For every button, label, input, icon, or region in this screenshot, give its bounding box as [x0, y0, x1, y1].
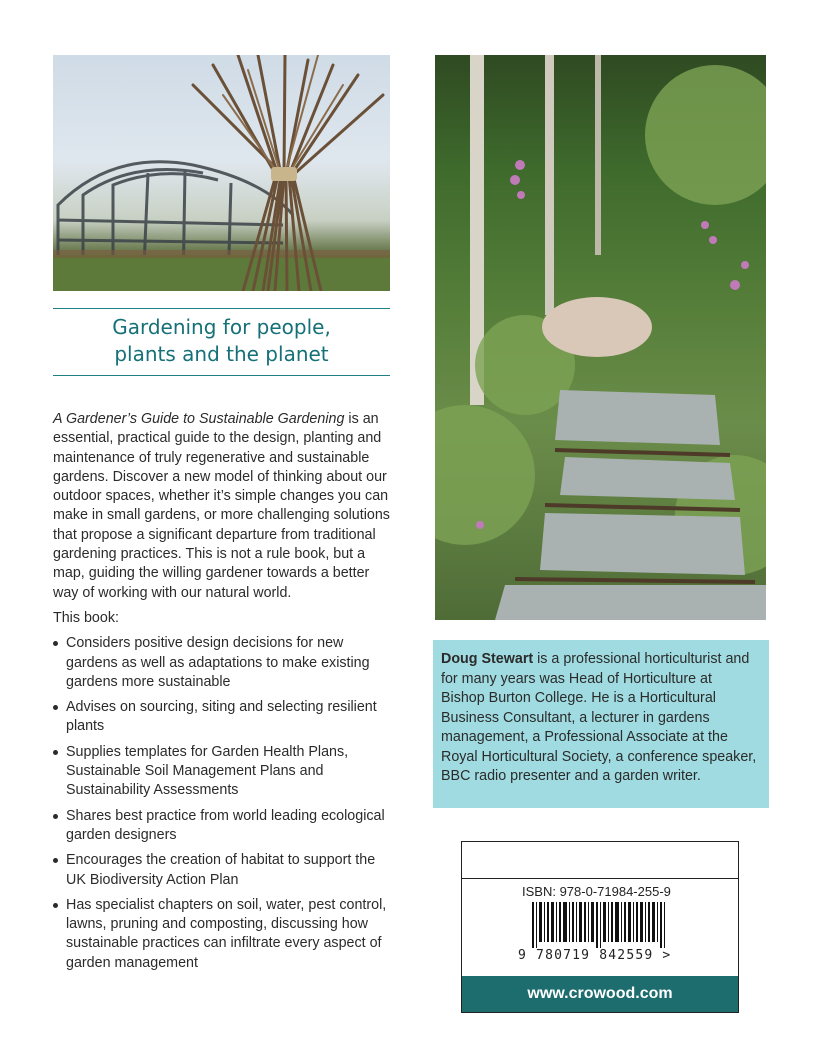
- intro-paragraph: [53, 410, 393, 603]
- list-item: Advises on sourcing, siting and selecting resilient plants: [53, 698, 393, 737]
- author-bio: [433, 640, 769, 808]
- list-item: Supplies templates for Garden Health Plans, Sustainable Soil Management Plans and Sustainability Assessments: [53, 743, 393, 801]
- list-item: Shares best practice from world leading ecological garden designers: [53, 807, 393, 846]
- list-item: Has specialist chapters on soil, water, pest control, lawns, pruning and composting, discussing how sustainable practices can infiltrate every aspect of garden management: [53, 896, 393, 973]
- barcode-graphic: [532, 902, 672, 948]
- author-name: Doug Stewart: [441, 651, 534, 667]
- list-item: Encourages the creation of habitat to support the UK Biodiversity Action Plan: [53, 851, 393, 890]
- headline-line-2: plants and the planet: [114, 342, 329, 366]
- headline: [53, 314, 390, 368]
- cover-photo-garden-path: [435, 55, 766, 620]
- isbn-text: ISBN: 978-0-71984-255-9: [522, 884, 671, 899]
- list-item: Considers positive design decisions for new gardens as well as adaptations to make existing gardens more sustainable: [53, 634, 393, 692]
- barcode-number: 9 780719 842559 >: [518, 948, 672, 963]
- author-bio-text: is a professional horticulturist and for many years was Head of Horticulture at Bishop Burton College. He is a Horticultural Business Consultant, a lecturer in gardens management, a Professional Associate at the Royal Horticultural Society, a conference speaker, BBC radio presenter and a garden writer.: [441, 651, 757, 784]
- headline-top-rule: [53, 308, 390, 309]
- willow-bundle-illustration: [53, 55, 390, 291]
- book-blurb: [53, 410, 393, 979]
- publisher-website[interactable]: www.crowood.com: [462, 976, 738, 1012]
- headline-line-1: Gardening for people,: [112, 315, 331, 339]
- headline-bottom-rule: [53, 375, 390, 376]
- feature-list: [53, 634, 393, 973]
- book-title-italic: A Gardener’s Guide to Sustainable Gardening: [53, 411, 345, 427]
- cover-photo-willow-bundle: [53, 55, 390, 291]
- intro-text: is an essential, practical guide to the design, planting and maintenance of truly regenerative and sustainable gardens. Discover a new model of thinking about our outdoor spaces, whether it’s simple changes you can make in small gardens, or more challenging solutions that propose a significant departure from traditional gardening practices. This is not a rule book, but a map, guiding the willing gardener towards a better way of working with our natural world.: [53, 411, 390, 601]
- garden-path-illustration: [435, 55, 766, 620]
- this-book-label: This book:: [53, 609, 119, 626]
- barcode-divider: [462, 878, 738, 879]
- barcode-box: [461, 841, 739, 1013]
